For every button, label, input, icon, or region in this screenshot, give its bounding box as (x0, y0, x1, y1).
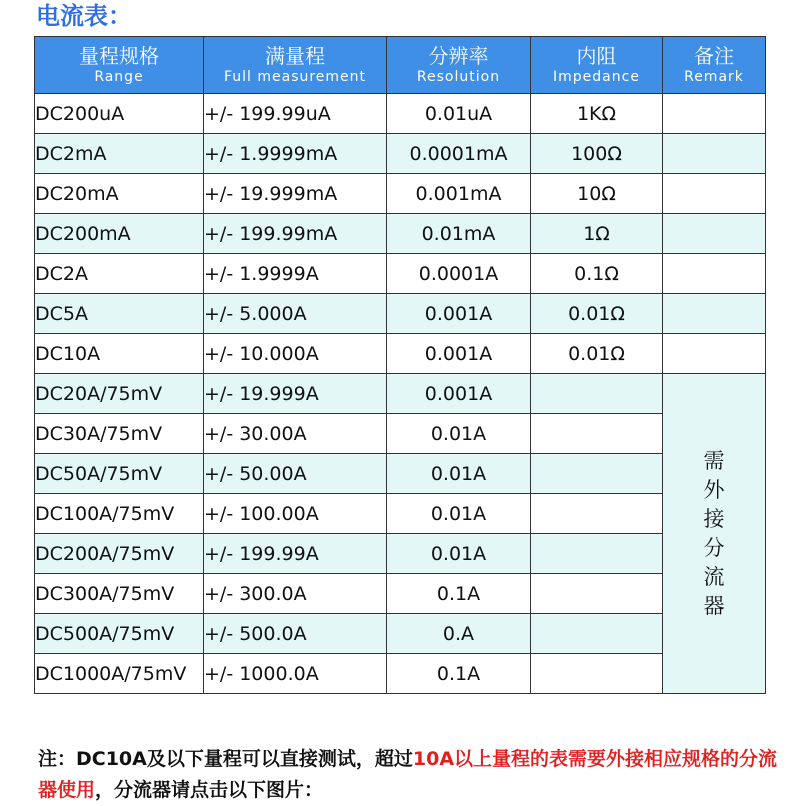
table-row (35, 454, 766, 494)
header-range (35, 37, 204, 94)
ammeter-spec-table (34, 36, 766, 694)
table-row (35, 534, 766, 574)
full-cell: +/- 199.99mA (204, 214, 387, 254)
range-cell: DC2A (35, 254, 204, 294)
remark-cell (663, 174, 766, 214)
header-remark (663, 37, 766, 94)
remark-cell (663, 94, 766, 134)
full-cell: +/- 300.0A (204, 574, 387, 614)
note-prefix: 注：DC10A及以下量程可以直接测试，超过 (38, 748, 413, 770)
note-highlight: 10A以上量程的表需要外接相应规格的分流器使用 (38, 748, 778, 801)
table-row (35, 374, 766, 414)
resolution-cell: 0.001A (387, 374, 531, 414)
resolution-cell: 0.01A (387, 534, 531, 574)
header-range-zh: 量程规格 (79, 44, 159, 68)
remark-shunt-text: 需外接分流器 (703, 448, 725, 618)
resolution-cell: 0.A (387, 614, 531, 654)
range-cell: DC100A/75mV (35, 494, 204, 534)
impedance-cell (531, 494, 663, 534)
range-cell: DC500A/75mV (35, 614, 204, 654)
resolution-cell: 0.1A (387, 654, 531, 694)
range-cell: DC300A/75mV (35, 574, 204, 614)
range-cell: DC10A (35, 334, 204, 374)
remark-shunt-cell (663, 374, 766, 694)
range-cell: DC5A (35, 294, 204, 334)
resolution-cell: 0.0001A (387, 254, 531, 294)
impedance-cell: 1Ω (531, 214, 663, 254)
usage-note (38, 744, 778, 806)
table-row (35, 294, 766, 334)
page-title: 电流表： (36, 2, 132, 30)
header-range-en: Range (94, 69, 144, 85)
impedance-cell: 100Ω (531, 134, 663, 174)
range-cell: DC20mA (35, 174, 204, 214)
resolution-cell: 0.1A (387, 574, 531, 614)
remark-cell (663, 334, 766, 374)
remark-cell (663, 134, 766, 174)
full-cell: +/- 1.9999A (204, 254, 387, 294)
impedance-cell (531, 614, 663, 654)
resolution-cell: 0.001mA (387, 174, 531, 214)
header-resolution-en: Resolution (416, 69, 501, 85)
full-cell: +/- 19.999mA (204, 174, 387, 214)
impedance-cell: 0.01Ω (531, 334, 663, 374)
table-row (35, 214, 766, 254)
resolution-cell: 0.01mA (387, 214, 531, 254)
table-row (35, 334, 766, 374)
table-row (35, 494, 766, 534)
table-row (35, 414, 766, 454)
full-cell: +/- 199.99A (204, 534, 387, 574)
remark-cell (663, 254, 766, 294)
range-cell: DC50A/75mV (35, 454, 204, 494)
full-cell: +/- 199.99uA (204, 94, 387, 134)
full-cell: +/- 50.00A (204, 454, 387, 494)
header-full-zh: 满量程 (265, 44, 325, 68)
header-remark-en: Remark (684, 69, 744, 85)
range-cell: DC200mA (35, 214, 204, 254)
resolution-cell: 0.01A (387, 454, 531, 494)
resolution-cell: 0.001A (387, 294, 531, 334)
full-cell: +/- 30.00A (204, 414, 387, 454)
impedance-cell (531, 454, 663, 494)
full-cell: +/- 1.9999mA (204, 134, 387, 174)
impedance-cell: 0.01Ω (531, 294, 663, 334)
resolution-cell: 0.01A (387, 414, 531, 454)
resolution-cell: 0.01A (387, 494, 531, 534)
table-row (35, 254, 766, 294)
full-cell: +/- 500.0A (204, 614, 387, 654)
impedance-cell (531, 534, 663, 574)
header-full-en: Full measurement (223, 69, 367, 85)
full-cell: +/- 5.000A (204, 294, 387, 334)
header-resolution (387, 37, 531, 94)
impedance-cell: 10Ω (531, 174, 663, 214)
table-row (35, 174, 766, 214)
impedance-cell (531, 654, 663, 694)
table-row (35, 574, 766, 614)
header-impedance (531, 37, 663, 94)
header-remark-zh: 备注 (694, 44, 734, 68)
impedance-cell: 0.1Ω (531, 254, 663, 294)
full-cell: +/- 19.999A (204, 374, 387, 414)
table-row (35, 614, 766, 654)
range-cell: DC200A/75mV (35, 534, 204, 574)
table-row (35, 94, 766, 134)
range-cell: DC1000A/75mV (35, 654, 204, 694)
note-suffix: ，分流器请点击以下图片： (95, 779, 324, 801)
impedance-cell (531, 374, 663, 414)
table-row (35, 654, 766, 694)
full-cell: +/- 100.00A (204, 494, 387, 534)
resolution-cell: 0.01uA (387, 94, 531, 134)
header-resolution-zh: 分辨率 (428, 44, 489, 68)
impedance-cell (531, 574, 663, 614)
range-cell: DC200uA (35, 94, 204, 134)
header-impedance-zh: 内阻 (576, 44, 617, 68)
range-cell: DC30A/75mV (35, 414, 204, 454)
table-row (35, 134, 766, 174)
full-cell: +/- 1000.0A (204, 654, 387, 694)
impedance-cell: 1KΩ (531, 94, 663, 134)
header-full (204, 37, 387, 94)
resolution-cell: 0.0001mA (387, 134, 531, 174)
resolution-cell: 0.001A (387, 334, 531, 374)
header-impedance-en: Impedance (553, 69, 640, 85)
range-cell: DC2mA (35, 134, 204, 174)
range-cell: DC20A/75mV (35, 374, 204, 414)
remark-cell (663, 214, 766, 254)
table-header-row (35, 37, 766, 94)
remark-cell (663, 294, 766, 334)
impedance-cell (531, 414, 663, 454)
full-cell: +/- 10.000A (204, 334, 387, 374)
